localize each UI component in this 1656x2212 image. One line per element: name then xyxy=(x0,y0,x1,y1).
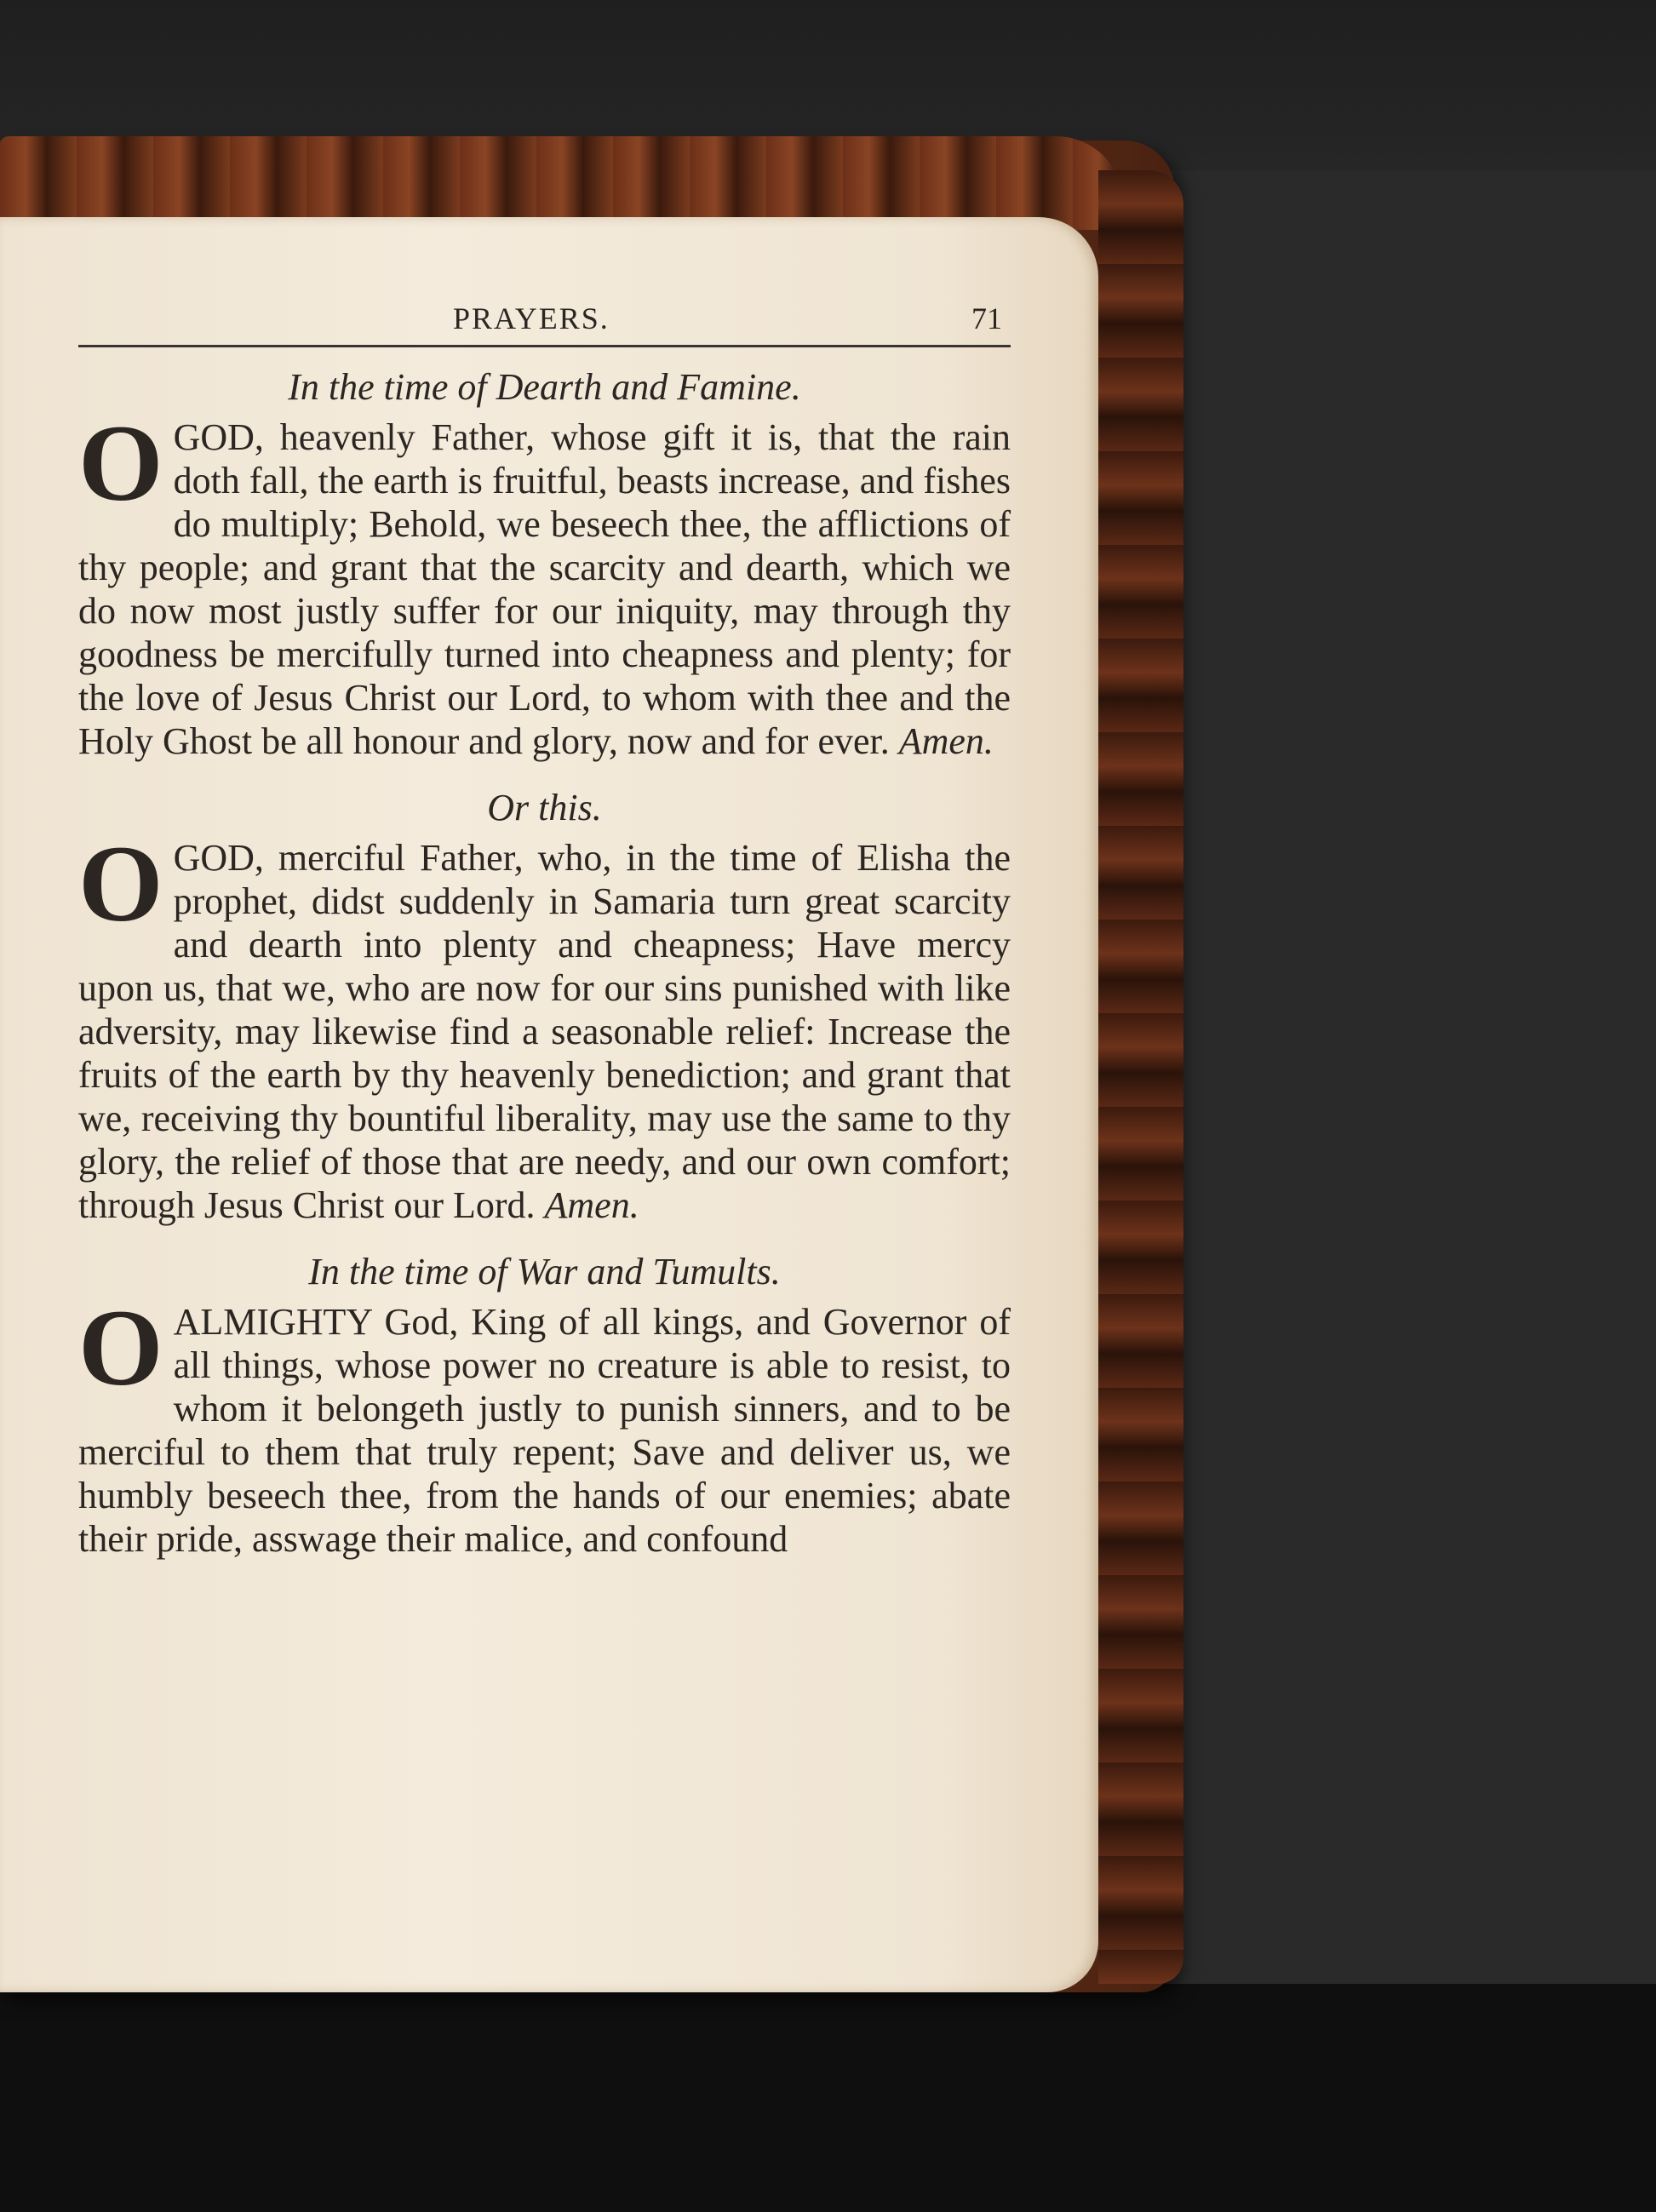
prayer-text xyxy=(78,1287,1011,1561)
prayer-section-dearth xyxy=(78,366,1011,763)
prayer-body: ALMIGHTY God, King of all kings, and Governor of all things, whose power no creature is able to resist, to whom it belongeth justly to punish sinners, and to be merciful to them that truly repent; Save and deliver us, we humbly beseech thee, from the hands of our enemies; abate their pride, asswage their malice, and confound xyxy=(78,1301,1011,1560)
page-number: 71 xyxy=(971,301,1002,335)
page-content xyxy=(78,294,1011,1585)
cover-top-edge xyxy=(0,136,1124,230)
amen: Amen. xyxy=(898,720,994,762)
table-surface xyxy=(0,1984,1656,2212)
drop-cap: O xyxy=(78,823,163,944)
prayer-text xyxy=(78,403,1011,763)
prayer-text xyxy=(78,823,1011,1227)
prayer-body: GOD, merciful Father, who, in the time of Elisha the prophet, didst suddenly in Samaria turn great scarcity and dearth into plenty and cheapness; Have mercy upon us, that we, who are now for our sins punished with like adversity, may likewise find a seasonable relief: Increase the fruits of the earth by thy heavenly benediction; and grant that we, receiving thy bountiful liberality, may use the same to thy glory, the relief of those that are needy, and our own comfort; through Jesus Christ our Lord. xyxy=(78,837,1011,1226)
prayer-section-or-this xyxy=(78,787,1011,1227)
section-heading: In the time of War and Tumults. xyxy=(308,1251,781,1292)
drop-cap: O xyxy=(78,1287,163,1408)
drop-cap: O xyxy=(78,403,163,524)
running-head: PRAYERS. xyxy=(453,301,610,335)
prayer-body: GOD, heavenly Father, whose gift it is, that the rain doth fall, the earth is fruitful, beasts increase, and fishes do multiply; Behold, we beseech thee, the afflictions of thy people; and grant that the scarcity and dearth, which we do now most justly suffer for our iniquity, may through thy goodness be mercifully turned into cheapness and plenty; for the love of Jesus Christ our Lord, to whom with thee and the Holy Ghost be all honour and glory, now and for ever. xyxy=(78,416,1011,762)
prayer-section-war xyxy=(78,1251,1011,1561)
section-heading: In the time of Dearth and Famine. xyxy=(288,366,801,408)
section-heading: Or this. xyxy=(487,787,602,828)
cover-right-edge xyxy=(1098,170,1183,1984)
page-header xyxy=(78,294,1011,347)
book-page xyxy=(0,217,1098,1992)
amen: Amen. xyxy=(544,1184,639,1226)
